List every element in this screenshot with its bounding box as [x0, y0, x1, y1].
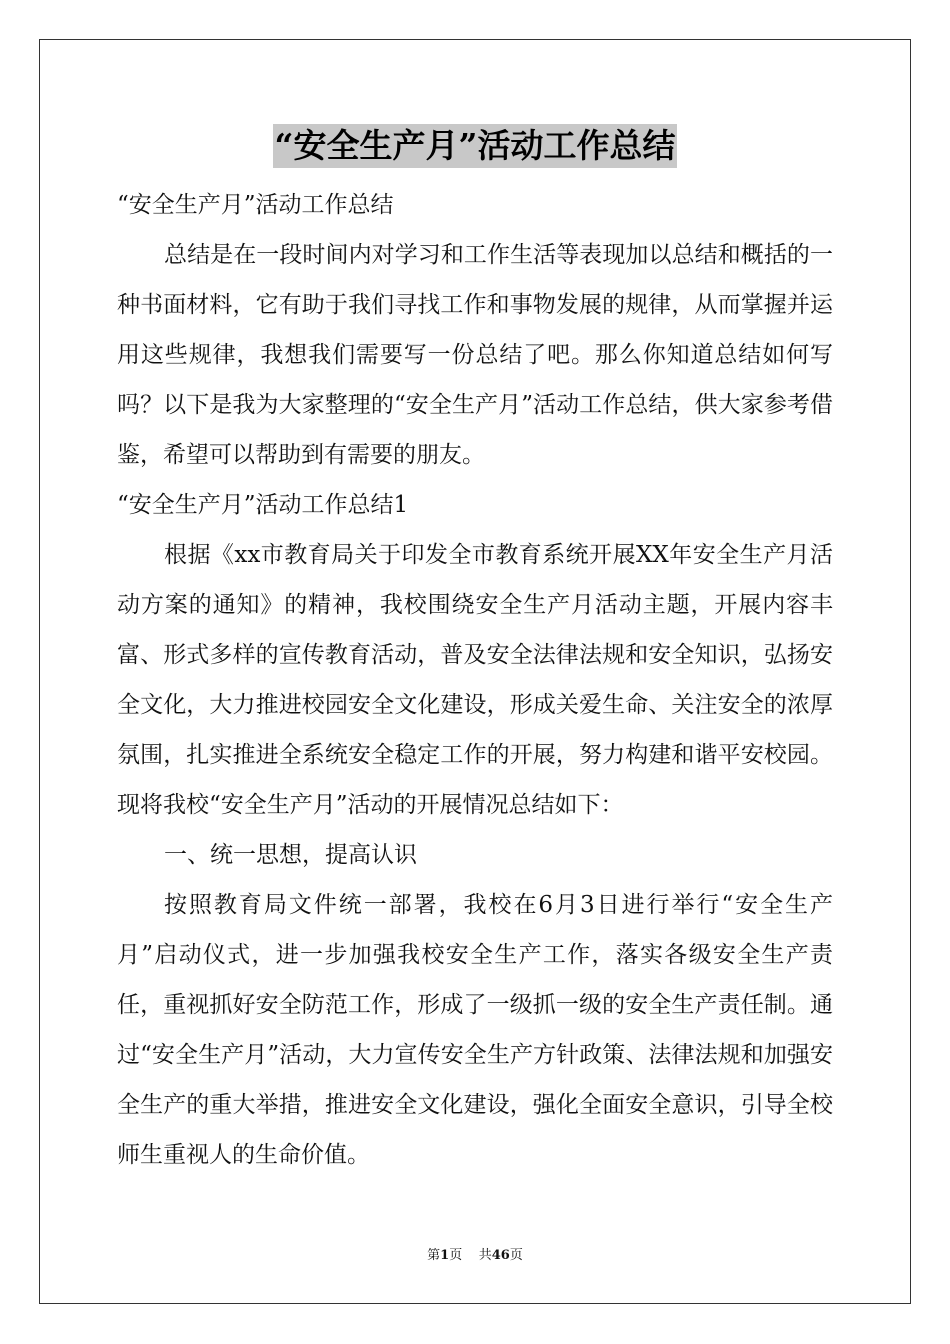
- page-prefix: 第: [427, 1248, 441, 1263]
- page-current: 1: [440, 1248, 450, 1263]
- section-title: “安全生产月”活动工作总结1: [117, 492, 409, 518]
- intro-paragraph: 总结是在一段时间内对学习和工作生活等表现加以总结和概括的一种书面材料，它有助于我们寻找工作和事物发展的规律，从而掌握并运用这些规律，我想我们需要写一份总结了吧。那么你知道总结如何写吗？以下是我为大家整理的“安全生产月”活动工作总结，供大家参考借鉴，希望可以帮助到有需要的朋友。: [117, 242, 833, 468]
- section-heading: 一、统一思想，提高认识: [164, 842, 417, 868]
- page-unit: 页: [449, 1248, 463, 1263]
- document-title: “安全生产月”活动工作总结: [273, 124, 678, 168]
- total-unit: 页: [509, 1248, 523, 1263]
- page-total: 46: [491, 1248, 510, 1263]
- document-subtitle: “安全生产月”活动工作总结: [117, 192, 394, 218]
- page-footer: [0, 1247, 950, 1265]
- total-prefix: 共: [478, 1248, 492, 1263]
- title-area: [0, 124, 950, 168]
- document-body: [117, 180, 833, 1180]
- body-paragraph: 根据《xx市教育局关于印发全市教育系统开展XX年安全生产月活动方案的通知》的精神，我校围绕安全生产月活动主题，开展内容丰富、形式多样的宣传教育活动，普及安全法律法规和安全知识，弘扬安全文化，大力推进校园安全文化建设，形成关爱生命、关注安全的浓厚氛围，扎实推进全系统安全稳定工作的开展，努力构建和谐平安校园。现将我校“安全生产月”活动的开展情况总结如下：: [117, 542, 833, 818]
- body-paragraph: 按照教育局文件统一部署，我校在6月3日进行举行“安全生产月”启动仪式，进一步加强我校安全生产工作，落实各级安全生产责任，重视抓好安全防范工作，形成了一级抓一级的安全生产责任制。通过“安全生产月”活动，大力宣传安全生产方针政策、法律法规和加强安全生产的重大举措，推进安全文化建设，强化全面安全意识，引导全校师生重视人的生命价值。: [117, 892, 833, 1168]
